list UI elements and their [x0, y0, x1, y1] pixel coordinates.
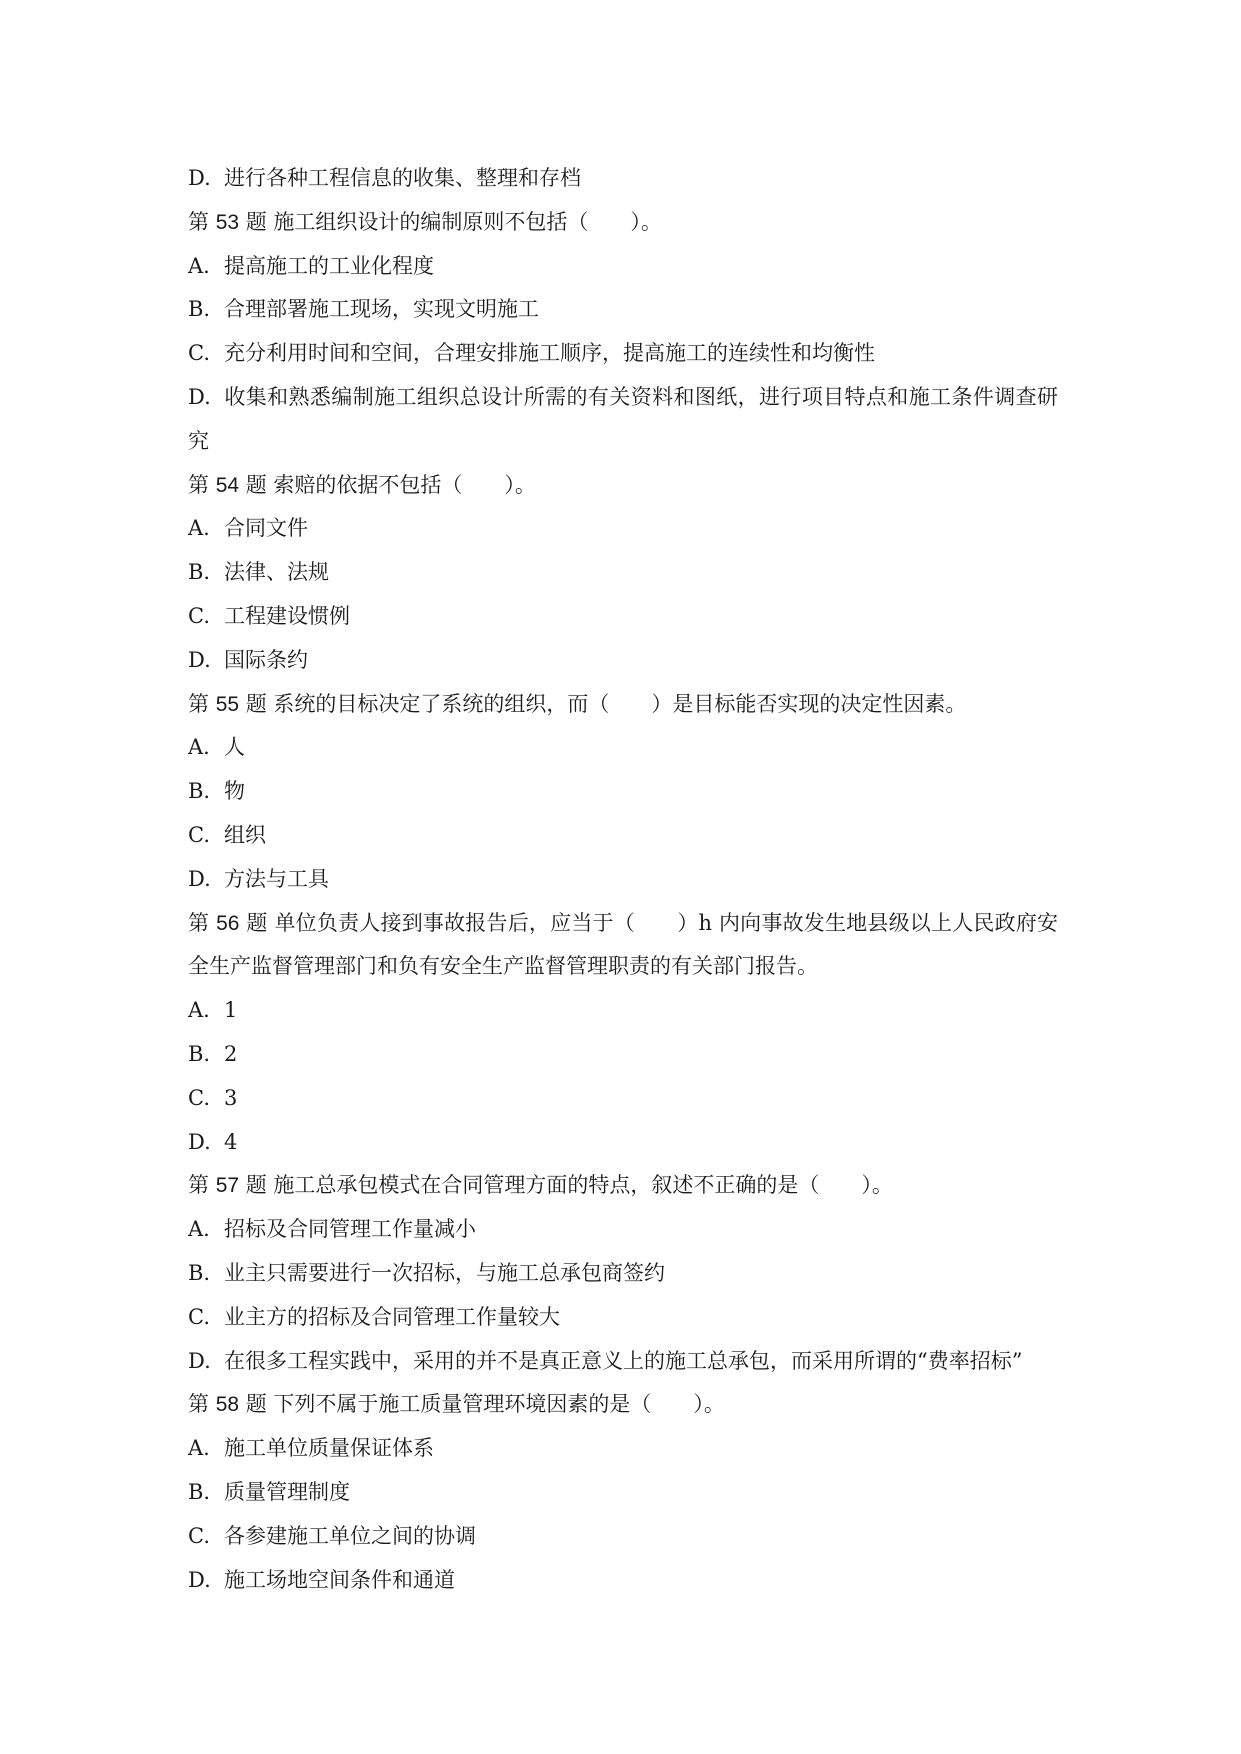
answer-option [188, 1033, 1058, 1077]
option-text: 业主只需要进行一次招标，与施工总承包商签约 [224, 1260, 665, 1285]
option-text: 施工单位质量保证体系 [224, 1436, 434, 1461]
question-suffix: 题 [245, 1173, 267, 1198]
option-text: 方法与工具 [224, 866, 329, 891]
answer-option [188, 1559, 1058, 1603]
question-number: 56 [216, 911, 240, 935]
option-text: 质量管理制度 [224, 1479, 350, 1504]
option-letter: A. [188, 253, 210, 278]
option-letter: B. [188, 1479, 211, 1504]
question-number: 55 [215, 692, 240, 716]
question-57 [188, 1164, 1058, 1208]
exam-questions [188, 157, 1058, 1602]
question-prefix: 第 [188, 1392, 209, 1417]
question-55 [188, 683, 1058, 727]
question-prefix: 第 [188, 910, 210, 935]
option-text: 业主方的招标及合同管理工作量较大 [224, 1304, 560, 1329]
question-56 [188, 902, 1058, 990]
option-letter: D. [188, 384, 211, 409]
option-letter: D. [188, 166, 211, 190]
option-letter: B. [188, 779, 211, 804]
question-text: 索赔的依据不包括（ ）。 [273, 472, 536, 497]
question-prefix: 第 [188, 209, 209, 234]
option-text: 组织 [224, 822, 266, 847]
question-prefix: 第 [188, 691, 209, 716]
question-suffix: 题 [245, 209, 267, 234]
option-letter: C. [188, 1523, 210, 1548]
question-suffix: 题 [245, 691, 267, 716]
option-letter: B. [188, 560, 211, 585]
option-text: 物 [224, 779, 245, 804]
option-letter: C. [188, 822, 210, 847]
option-letter: A. [188, 735, 210, 760]
question-text: 系统的目标决定了系统的组织，而（ ）是目标能否实现的决定性因素。 [273, 691, 967, 716]
option-letter: C. [188, 341, 210, 366]
option-text: 人 [224, 735, 245, 760]
answer-option [188, 376, 1058, 464]
question-number: 58 [215, 1393, 240, 1417]
option-text: 3 [224, 1085, 238, 1110]
option-letter: D. [188, 1129, 211, 1154]
option-text: 收集和熟悉编制施工组织总设计所需的有关资料和图纸，进行项目特点和施工条件调查研究 [188, 384, 1058, 453]
option-text: 提高施工的工业化程度 [224, 253, 434, 278]
question-number: 53 [215, 210, 240, 234]
option-text: 4 [224, 1129, 238, 1154]
answer-option [188, 770, 1058, 814]
option-letter: D. [188, 1567, 211, 1592]
question-text: 施工组织设计的编制原则不包括（ ）。 [273, 209, 662, 234]
option-text: 充分利用时间和空间，合理安排施工顺序，提高施工的连续性和均衡性 [224, 341, 875, 366]
option-text: 合理部署施工现场，实现文明施工 [224, 297, 539, 322]
option-text: 国际条约 [224, 647, 308, 672]
answer-option [188, 1208, 1058, 1252]
question-suffix: 题 [245, 472, 267, 497]
answer-option [188, 1427, 1058, 1471]
option-text: 进行各种工程信息的收集、整理和存档 [224, 166, 581, 190]
option-letter: B. [188, 297, 211, 322]
answer-option [188, 1252, 1058, 1296]
option-text: 法律、法规 [224, 560, 329, 585]
question-text: 下列不属于施工质量管理环境因素的是（ ）。 [273, 1392, 725, 1417]
question-prefix: 第 [188, 472, 209, 497]
answer-option [188, 245, 1058, 289]
answer-option [188, 332, 1058, 376]
question-suffix: 题 [245, 1392, 267, 1417]
option-text: 各参建施工单位之间的协调 [224, 1523, 476, 1548]
option-letter: A. [188, 516, 210, 541]
answer-option [188, 814, 1058, 858]
option-letter: A. [188, 998, 210, 1023]
answer-option [188, 595, 1058, 639]
option-letter: B. [188, 1260, 211, 1285]
question-text: 施工总承包模式在合同管理方面的特点，叙述不正确的是（ ）。 [273, 1173, 893, 1198]
answer-option [188, 507, 1058, 551]
option-text: 施工场地空间条件和通道 [224, 1567, 455, 1592]
option-text: 工程建设惯例 [224, 603, 350, 628]
option-text: 合同文件 [224, 516, 308, 541]
question-number: 57 [215, 1174, 240, 1198]
answer-option [188, 1296, 1058, 1340]
option-text: 2 [224, 1041, 238, 1066]
option-letter: D. [188, 866, 211, 891]
answer-option [188, 858, 1058, 902]
option-letter: A. [188, 1217, 210, 1242]
answer-option [188, 1471, 1058, 1515]
option-letter: A. [188, 1436, 210, 1461]
answer-option [188, 157, 1058, 201]
question-text: 单位负责人接到事故报告后，应当于（ ）h 内向事故发生地县级以上人民政府安全生产监督管理部门和负有安全生产监督管理职责的有关部门报告。 [188, 910, 1059, 979]
option-letter: C. [188, 603, 210, 628]
option-letter: C. [188, 1085, 210, 1110]
answer-option [188, 1515, 1058, 1559]
answer-option [188, 1077, 1058, 1121]
answer-option [188, 1340, 1058, 1384]
option-letter: D. [188, 647, 211, 672]
answer-option [188, 288, 1058, 332]
question-suffix: 题 [246, 910, 268, 935]
question-53 [188, 201, 1058, 245]
question-number: 54 [215, 473, 240, 497]
answer-option [188, 1121, 1058, 1165]
answer-option [188, 989, 1058, 1033]
option-text: 招标及合同管理工作量减小 [224, 1217, 476, 1242]
option-letter: D. [188, 1348, 211, 1373]
option-letter: C. [188, 1304, 210, 1329]
answer-option [188, 726, 1058, 770]
option-text: 1 [224, 998, 238, 1023]
question-prefix: 第 [188, 1173, 209, 1198]
answer-option [188, 639, 1058, 683]
question-54 [188, 464, 1058, 508]
option-text: 在很多工程实践中，采用的并不是真正意义上的施工总承包，而采用所谓的“费率招标” [224, 1348, 1023, 1373]
answer-option [188, 551, 1058, 595]
option-letter: B. [188, 1041, 211, 1066]
question-58 [188, 1383, 1058, 1427]
